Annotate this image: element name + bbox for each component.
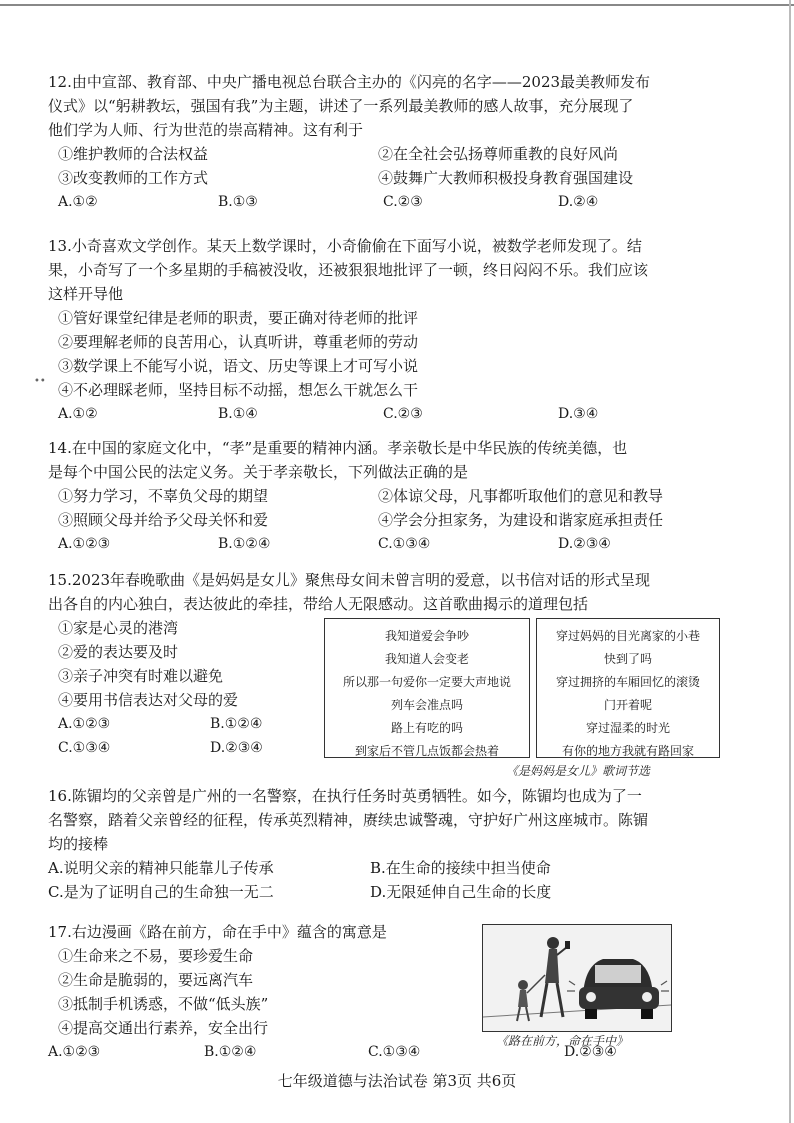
item: ③抵制手机诱惑，不做“低头族” xyxy=(58,995,269,1013)
choice-d: D.②③④ xyxy=(564,1044,617,1060)
choice-c: C.②③ xyxy=(383,194,423,210)
lyric-line: 穿过妈妈的目光离家的小巷 xyxy=(555,629,700,643)
item: ④学会分担家务，为建设和谐家庭承担责任 xyxy=(378,511,664,529)
lyric-line: 路上有吃的吗 xyxy=(390,721,463,735)
question-text-line: 12.由中宣部、教育部、中央广播电视总台联合主办的《闪亮的名字——2023最美教师发布 xyxy=(48,73,651,91)
choice-b: B.①②④ xyxy=(204,1044,257,1060)
scan-mark: •• xyxy=(34,376,46,387)
question-14 xyxy=(48,436,728,556)
choice-a: A.①②③ xyxy=(48,1044,101,1060)
item-row xyxy=(48,142,728,166)
question-text-line: 均的接棒 xyxy=(48,835,109,853)
lyric-line: 所以那一句爱你一定要大声地说 xyxy=(342,675,511,689)
question-text-line: 这样开导他 xyxy=(48,285,124,303)
item: ④鼓舞广大教师积极投身教育强国建设 xyxy=(378,169,634,187)
choice-d: D.③④ xyxy=(558,406,599,422)
choice-d: D.②③④ xyxy=(558,536,611,552)
choice-d: D.②③④ xyxy=(210,740,263,756)
choice-c: C.①③④ xyxy=(368,1044,421,1060)
choice-a: A.说明父亲的精神只能靠儿子传承 xyxy=(48,859,274,877)
lyric-line: 门开着呢 xyxy=(603,698,652,712)
question-text-line: 他们学为人师、行为世范的崇高精神。这有利于 xyxy=(48,121,364,139)
cartoon-drawing xyxy=(483,925,671,1031)
question-text-line: 14.在中国的家庭文化中，“孝”是重要的精神内涵。孝亲敬长是中华民族的传统美德，也 xyxy=(48,439,628,457)
lyric-line: 穿过拥挤的车厢回忆的滚烫 xyxy=(555,675,700,689)
question-text-line: 仪式》以“躬耕教坛，强国有我”为主题，讲述了一系列最美教师的感人故事，充分展现了 xyxy=(48,97,634,115)
item: ①管好课堂纪律是老师的职责，要正确对待老师的批评 xyxy=(58,309,419,327)
scan-edge-right xyxy=(789,0,791,1123)
lyric-line: 列车会准点吗 xyxy=(390,698,463,712)
item: ③改变教师的工作方式 xyxy=(58,169,209,187)
choice-row xyxy=(48,856,728,880)
choice-d: D.②④ xyxy=(558,194,599,210)
choice-b: B.①②④ xyxy=(210,716,263,732)
question-text-line: 出各自的内心独白，表达彼此的牵挂，带给人无限感动。这首歌曲揭示的道理包括 xyxy=(48,595,589,613)
lyric-line: 我知道爱会争吵 xyxy=(384,629,469,643)
choice-a: A.①② xyxy=(58,406,98,422)
question-12 xyxy=(48,70,728,214)
choice-c: C.①③④ xyxy=(58,740,111,756)
item: ①家是心灵的港湾 xyxy=(58,619,179,637)
choice-row xyxy=(48,880,728,904)
choice-a: A.①②③ xyxy=(58,536,111,552)
lyrics-box-left xyxy=(324,618,530,758)
choice-row xyxy=(48,532,728,556)
item: ②体谅父母，凡事都听取他们的意见和教导 xyxy=(378,487,664,505)
choice-c: C.是为了证明自己的生命独一无二 xyxy=(48,883,274,901)
choice-c: C.①③④ xyxy=(378,536,431,552)
choice-a: A.①②③ xyxy=(58,716,111,732)
cartoon-caption: 《路在前方，命在手中》 xyxy=(496,1034,629,1048)
item: ②爱的表达要及时 xyxy=(58,643,179,661)
choice-d: D.无限延伸自己生命的长度 xyxy=(370,883,552,901)
lyric-line: 快到了吗 xyxy=(603,652,652,666)
item-row xyxy=(48,166,728,190)
question-13 xyxy=(48,234,728,426)
choice-b: B.①③ xyxy=(218,194,258,210)
lyrics-box-right xyxy=(536,618,720,758)
choice-a: A.①② xyxy=(58,194,98,210)
cartoon-image xyxy=(482,924,672,1032)
page-footer: 七年级道德与法治试卷 第3页 共6页 xyxy=(277,1072,517,1090)
item: ①生命来之不易，要珍爱生命 xyxy=(58,947,254,965)
item: ③照顾父母并给予父母关怀和爱 xyxy=(58,511,269,529)
item: ①维护教师的合法权益 xyxy=(58,145,209,163)
scan-edge-top xyxy=(0,4,794,6)
question-text-line: 果，小奇写了一个多星期的手稿被没收，还被狠狠地批评了一顿，终日闷闷不乐。我们应该 xyxy=(48,261,649,279)
choice-c: C.②③ xyxy=(383,406,423,422)
lyric-line: 到家后不管几点饭都会热着 xyxy=(354,744,499,758)
question-text-line: 13.小奇喜欢文学创作。某天上数学课时，小奇偷偷在下面写小说，被数学老师发现了。结 xyxy=(48,237,642,255)
choice-row xyxy=(48,402,728,426)
lyric-line: 我知道人会变老 xyxy=(384,652,469,666)
item: ②要理解老师的良苦用心，认真听讲，尊重老师的劳动 xyxy=(58,333,419,351)
question-text-line: 是每个中国公民的法定义务。关于孝亲敬长，下列做法正确的是 xyxy=(48,463,469,481)
item: ①努力学习，不辜负父母的期望 xyxy=(58,487,269,505)
question-text-line: 15.2023年春晚歌曲《是妈妈是女儿》聚焦母女间未曾言明的爱意，以书信对话的形式呈现 xyxy=(48,571,651,589)
item-row xyxy=(48,508,728,532)
item: ④要用书信表达对父母的爱 xyxy=(58,691,239,709)
item: ③亲子冲突有时难以避免 xyxy=(58,667,224,685)
item: ④不必理睬老师，坚持目标不动摇，想怎么干就怎么干 xyxy=(58,381,419,399)
question-16 xyxy=(48,784,728,904)
question-text-line: 16.陈镅均的父亲曾是广州的一名警察，在执行任务时英勇牺牲。如今，陈镅均也成为了一 xyxy=(48,787,642,805)
item-row xyxy=(48,484,728,508)
item: ③数学课上不能写小说，语文、历史等课上才可写小说 xyxy=(58,357,419,375)
question-text-line: 17.右边漫画《路在前方，命在手中》蕴含的寓意是 xyxy=(48,923,387,941)
item: ④提高交通出行素养，安全出行 xyxy=(58,1019,269,1037)
choice-row xyxy=(48,190,728,214)
item: ②在全社会弘扬尊师重教的良好风尚 xyxy=(378,145,619,163)
choice-b: B.在生命的接续中担当使命 xyxy=(370,859,551,877)
item: ②生命是脆弱的，要远离汽车 xyxy=(58,971,254,989)
lyrics-caption: 《是妈妈是女儿》歌词节选 xyxy=(506,764,651,778)
lyric-line: 有你的地方我就有路回家 xyxy=(561,744,694,758)
lyric-line: 穿过湿柔的时光 xyxy=(585,721,670,735)
choice-b: B.①④ xyxy=(218,406,258,422)
choice-b: B.①②④ xyxy=(218,536,271,552)
question-text-line: 名警察，踏着父亲曾经的征程，传承英烈精神，赓续忠诚警魂，守护好广州这座城市。陈镅 xyxy=(48,811,649,829)
